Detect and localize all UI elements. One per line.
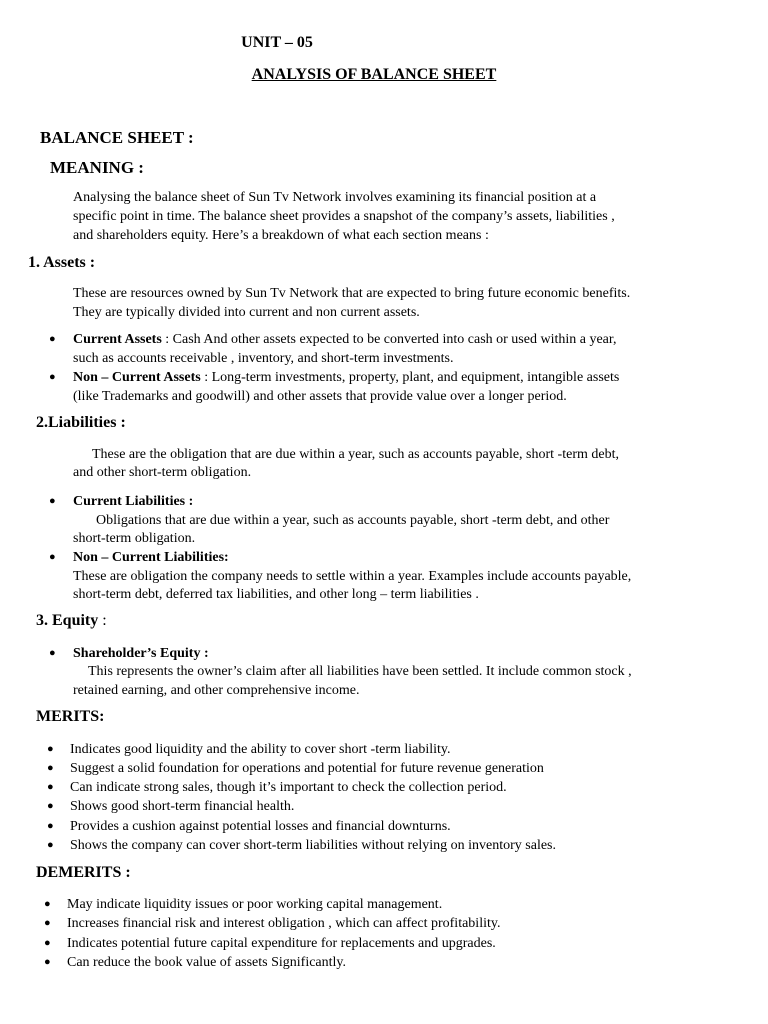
bullet-icon: ● [44,898,51,910]
bullet-icon: ● [44,956,51,968]
noncurrent-liabilities-label [73,548,229,567]
noncurrent-liabilities-label-text: Non – Current Liabilities: [73,550,229,565]
current-assets-line [73,330,617,349]
shareholders-equity-label [73,644,209,663]
current-assets-line: such as accounts receivable , inventory, and short-term investments. [73,351,454,366]
bullet-icon: ● [47,762,54,774]
equity-heading-suffix: : [98,612,107,629]
bullet-icon: ● [47,800,54,812]
bullet-icon: ● [49,551,56,563]
meaning-line: specific point in time. The balance sheet provides a snapshot of the company’s assets, liabilities , [73,209,615,224]
equity-heading-text: 3. Equity [36,612,99,629]
current-liabilities-line: short-term obligation. [73,531,196,546]
assets-intro-line: They are typically divided into current and non current assets. [73,305,420,320]
demerit-item: May indicate liquidity issues or poor working capital management. [67,897,443,912]
bullet-icon: ● [44,917,51,929]
current-liabilities-label [73,492,193,511]
demerit-item: Increases financial risk and interest obligation , which can affect profitability. [67,916,501,931]
current-liabilities-line: Obligations that are due within a year, such as accounts payable, short -term debt, and other [96,513,610,528]
equity-line: This represents the owner’s claim after all liabilities have been settled. It include common stock , [88,664,632,679]
merit-item: Shows good short-term financial health. [70,799,295,814]
noncurrent-assets-line [73,368,619,387]
shareholders-equity-label-text: Shareholder’s Equity : [73,646,209,661]
merit-item: Provides a cushion against potential losses and financial downturns. [70,819,451,834]
bullet-icon: ● [49,647,56,659]
current-liabilities-label-text: Current Liabilities : [73,494,194,509]
bullet-icon: ● [47,743,54,755]
merit-item: Indicates good liquidity and the ability to cover short -term liability. [70,742,451,757]
noncurrent-assets-text: : Long-term investments, property, plant, and equipment, intangible assets [200,370,620,385]
bullet-icon: ● [49,371,56,383]
meaning-heading: MEANING : [50,158,144,177]
liabilities-intro-line: and other short-term obligation. [73,465,252,480]
meaning-line: and shareholders equity. Here’s a breakdown of what each section means : [73,228,489,243]
equity-heading [36,612,107,630]
page-subtitle: ANALYSIS OF BALANCE SHEET [251,66,497,83]
page-title: UNIT – 05 [241,34,313,51]
merit-item: Shows the company can cover short-term liabilities without relying on inventory sales. [70,838,557,853]
noncurrent-assets-line: (like Trademarks and goodwill) and other assets that provide value over a longer period. [73,389,567,404]
noncurrent-liabilities-line: short-term debt, deferred tax liabilities, and other long – term liabilities . [73,587,479,602]
assets-heading: 1. Assets : [28,254,96,271]
equity-line: retained earning, and other comprehensive income. [73,683,360,698]
bullet-icon: ● [47,781,54,793]
noncurrent-assets-label: Non – Current Assets [73,370,201,385]
demerits-heading: DEMERITS : [36,864,131,881]
noncurrent-liabilities-line: These are obligation the company needs to settle within a year. Examples include accounts payable, [73,569,632,584]
merit-item: Suggest a solid foundation for operations and potential for future revenue generation [70,761,544,776]
merit-item: Can indicate strong sales, though it’s important to check the collection period. [70,780,507,795]
demerit-item: Can reduce the book value of assets Significantly. [67,955,347,970]
demerit-item: Indicates potential future capital expenditure for replacements and upgrades. [67,936,496,951]
meaning-line: Analysing the balance sheet of Sun Tv Network involves examining its financial position at a [73,190,597,205]
current-assets-text: : Cash And other assets expected to be converted into cash or used within a year, [161,332,617,347]
bullet-icon: ● [49,495,56,507]
bullet-icon: ● [49,333,56,345]
bullet-icon: ● [47,820,54,832]
balance-sheet-heading: BALANCE SHEET : [40,128,194,147]
assets-intro-line: These are resources owned by Sun Tv Network that are expected to bring future economic benefits. [73,286,631,301]
bullet-icon: ● [47,839,54,851]
current-assets-label: Current Assets [73,332,162,347]
merits-heading: MERITS: [36,708,105,725]
liabilities-intro-line: These are the obligation that are due within a year, such as accounts payable, short -term debt, [92,447,619,462]
bullet-icon: ● [44,937,51,949]
liabilities-heading: 2.Liabilities : [36,414,126,431]
